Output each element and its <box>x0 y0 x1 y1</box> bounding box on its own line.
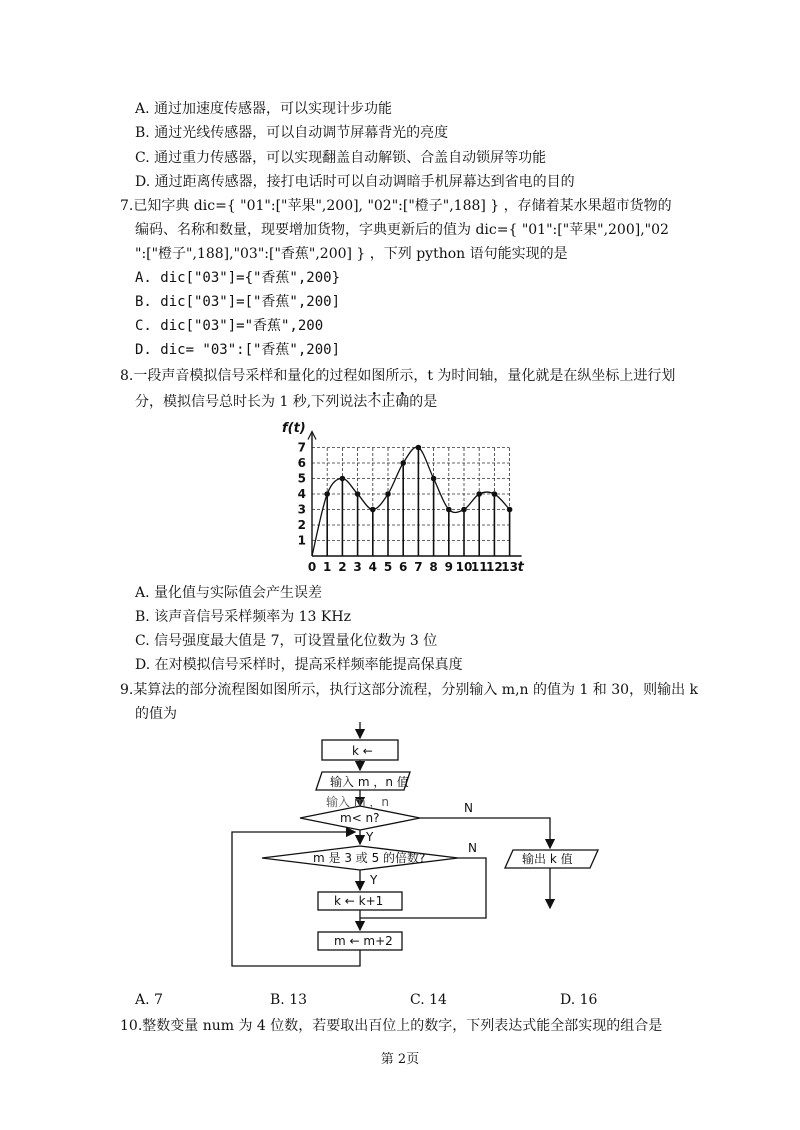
q7-option-d: D. dic= "03":["香蕉",200] <box>135 342 341 358</box>
q9-answer-a: A. 7 <box>135 992 163 1008</box>
x-tick-label: 8 <box>429 560 438 574</box>
q7-stem-line1: 7.已知字典 dic={ "01":["苹果",200], "02":["橙子",188] } ，存储着某水果超市货物的 <box>120 198 672 214</box>
q6-option-d: D. 通过距离传感器，接打电话时可以自动调暗手机屏幕达到省电的目的 <box>135 174 575 190</box>
x-tick-label: 10 <box>455 560 473 574</box>
flow-input-ghost-text: 输入 m ，n <box>326 795 389 809</box>
q8-emph-1: 不 <box>367 394 382 410</box>
y-tick-label: 7 <box>297 440 306 455</box>
q9-stem-line1: 9.某算法的部分流程图如图所示，执行这部分流程，分别输入 m,n 的值为 1 和 30，则输出 k <box>120 682 699 698</box>
x-axis-label: t <box>517 560 524 575</box>
x-tick-label: 4 <box>368 560 377 574</box>
q8-option-d: D. 在对模拟信号采样时，提高采样频率能提高保真度 <box>135 657 463 673</box>
flow-cond1-no-branch <box>420 818 550 848</box>
q7-option-a: A. dic["03"]={"香蕉",200} <box>135 270 341 286</box>
q8-option-a: A. 量化值与实际值会产生误差 <box>135 585 323 601</box>
q6-option-b: B. 通过光线传感器，可以自动调节屏幕背光的亮度 <box>135 125 449 141</box>
flow-input-text: 输入 m ，n 值 <box>330 775 409 789</box>
x-tick-label: 12 <box>486 560 503 574</box>
y-tick-label: 2 <box>297 518 306 532</box>
flow-cond2-yes-label: Y <box>370 873 378 887</box>
y-tick-label: 5 <box>297 471 306 486</box>
x-tick-label: 7 <box>414 560 423 574</box>
x-tick-label: 1 <box>323 560 332 574</box>
q8-option-c: C. 信号强度最大值是 7，可设置量化位数为 3 位 <box>135 633 438 649</box>
q9-answer-d: D. 16 <box>560 992 598 1008</box>
y-tick-label: 4 <box>297 487 306 501</box>
x-tick-label: 2 <box>338 560 347 574</box>
q7-option-b: B. dic["03"]=["香蕉",200] <box>135 294 341 310</box>
flow-cond2-no-label: N <box>468 841 477 855</box>
q10-stem: 10.整数变量 num 为 4 位数，若要取出百位上的数字，下列表达式能全部实现的组合是 <box>120 1018 663 1034</box>
flow-cond2-text: m 是 3 或 5 的倍数? <box>313 851 426 865</box>
flow-init-text: k ← <box>352 744 373 758</box>
y-axis-label: f(t) <box>282 421 306 436</box>
flow-cond1-no-label: N <box>464 801 473 815</box>
y-tick-label: 6 <box>297 456 306 470</box>
q7-stem-line2: 编码、名称和数量，现要增加货物，字典更新后的值为 dic={ "01":["苹果",200],"02 <box>135 222 669 238</box>
flow-cond2-no-branch <box>360 858 486 918</box>
page-number: 第 2页 <box>380 1052 420 1067</box>
y-tick-label: 1 <box>297 533 306 548</box>
x-tick-label: 13 <box>501 560 518 574</box>
x-tick-label: 0 <box>307 560 317 574</box>
flow-step2-text: m ← m+2 <box>334 934 393 948</box>
q9-answer-c: C. 14 <box>410 992 447 1008</box>
x-tick-label: 9 <box>444 560 453 574</box>
q7-stem-line3: ":["橙子",188],"03":["香蕉",200] } ，下列 python 语句能实现的是 <box>135 246 568 262</box>
q8-emph-2: 正 <box>381 394 396 410</box>
q8-option-b: B. 该声音信号采样频率为 13 KHz <box>135 609 351 625</box>
flow-cond1-yes-label: Y <box>366 830 374 844</box>
q9-stem-line2: 的值为 <box>135 706 177 722</box>
x-tick-label: 5 <box>383 560 393 574</box>
q9-answer-b: B. 13 <box>270 992 308 1008</box>
x-tick-label: 3 <box>353 560 362 574</box>
flow-cond1-text: m< n? <box>340 811 380 825</box>
q6-option-a: A. 通过加速度传感器，可以实现计步功能 <box>135 101 393 117</box>
x-tick-label: 6 <box>399 560 408 574</box>
flow-step1-text: k ← k+1 <box>334 894 384 908</box>
q8-stem-pre: 分，模拟信号总时长为 1 秒,下列说法 <box>135 394 368 410</box>
q6-option-c: C. 通过重力传感器，可以实现翻盖自动解锁、合盖自动锁屏等功能 <box>135 150 547 166</box>
flow-output-text: 输出 k 值 <box>522 852 573 866</box>
q7-option-c: C. dic["03"]="香蕉",200 <box>135 318 324 334</box>
x-tick-label: 11 <box>470 560 488 574</box>
q8-emph-3: 确 <box>395 394 410 410</box>
q8-stem-line1: 8.一段声音模拟信号采样和量化的过程如图所示，t 为时间轴，量化就是在纵坐标上进行划 <box>120 368 676 384</box>
y-tick-label: 3 <box>297 502 306 517</box>
q8-stem-post: 的是 <box>409 394 438 410</box>
